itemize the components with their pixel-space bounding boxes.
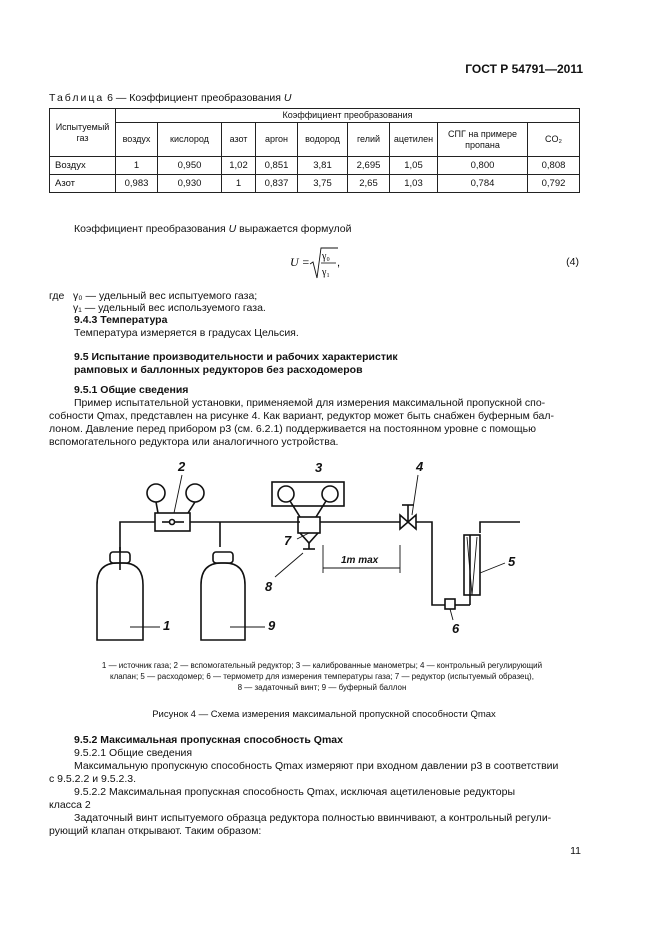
section-9-5-2-1-title: 9.5.2.1 Общие сведения — [74, 747, 193, 759]
legend-line-3: 8 — задаточный винт; 9 — буферный баллон — [237, 683, 407, 692]
value-cell: 0,950 — [158, 157, 222, 175]
table-caption — [49, 92, 291, 104]
table-caption-text: 6 — Коэффициент преобразования — [107, 92, 281, 104]
section-9-4-3-text: Температура измеряется в градусах Цельсия. — [74, 327, 299, 339]
where-line1: γ₀ — удельный вес испытуемого газа; — [73, 290, 258, 302]
reducer-under-test — [298, 517, 320, 533]
value-cell: 0,808 — [528, 157, 580, 175]
value-cell: 1,03 — [390, 175, 438, 193]
thermometer — [445, 599, 455, 609]
section-9-5-title-1: 9.5 Испытание производительности и рабочих характеристик — [74, 351, 398, 363]
dimension-label: 1m max — [341, 555, 379, 566]
section-9-5-1-line4: вспомогательного редуктора или аналогичного устройства. — [49, 436, 339, 448]
paragraph-line2: рующий клапан открывают. Таким образом: — [49, 825, 262, 837]
formula-intro-b: выражается формулой — [239, 223, 352, 235]
gauge-icon — [147, 484, 165, 502]
formula-num: γ₀ — [322, 251, 330, 262]
page-number: 11 — [570, 845, 581, 857]
row-header-cell: Испытуемый газ — [50, 109, 116, 157]
label-4: 4 — [416, 459, 424, 474]
section-9-5-title-2: рамповых и баллонных редукторов без расходомеров — [74, 364, 363, 376]
formula-intro — [74, 222, 351, 236]
section-9-5-2-2-line1: 9.5.2.2 Максимальная пропускная способность Qmax, исключая ацетиленовые редукторы — [74, 786, 515, 798]
test-setup-diagram — [60, 455, 580, 655]
label-9: 9 — [268, 618, 276, 633]
value-cell: 0,784 — [438, 175, 528, 193]
auxiliary-reducer — [155, 513, 190, 531]
col-header: кислород — [158, 123, 222, 157]
section-9-5-2-1-line2: с 9.5.2.2 и 9.5.2.3. — [49, 773, 137, 785]
value-cell: 3,75 — [298, 175, 348, 193]
value-cell: 0,983 — [116, 175, 158, 193]
gas-cylinder-1 — [97, 563, 143, 640]
section-9-5-2-1-line1: Максимальную пропускную способность Qmax измеряют при входном давлении p3 в соответствии — [74, 760, 559, 772]
legend-line-1: 1 — источник газа; 2 — вспомогательный редуктор; 3 — калиброванные манометры; 4 — контрольный регулирующий — [101, 661, 543, 670]
label-5: 5 — [508, 554, 516, 569]
value-cell: 1 — [116, 157, 158, 175]
standard-number: ГОСТ Р 54791—2011 — [465, 62, 583, 76]
formula-den: γ₁ — [322, 267, 330, 278]
value-cell: 1,05 — [390, 157, 438, 175]
buffer-cylinder-9 — [201, 563, 245, 640]
label-8: 8 — [265, 579, 273, 594]
value-cell: 0,837 — [256, 175, 298, 193]
table-caption-var: U — [283, 92, 292, 104]
col-header: азот — [222, 123, 256, 157]
where-line2: γ₁ — удельный вес используемого газа. — [73, 302, 266, 314]
value-cell: 1,02 — [222, 157, 256, 175]
value-cell: 0,792 — [528, 175, 580, 193]
gas-cell: Азот — [50, 175, 116, 193]
section-9-4-3-title: 9.4.3 Температура — [74, 314, 168, 326]
gauge-icon — [322, 486, 338, 502]
gauge-icon — [186, 484, 204, 502]
section-9-5-1-line1: Пример испытательной установки, применяемой для измерения максимальной пропускной спо- — [74, 397, 546, 409]
formula-intro-a: Коэффициент преобразования — [74, 223, 226, 235]
calibrated-gauges — [272, 482, 344, 506]
value-cell: 2,695 — [348, 157, 390, 175]
gauge-icon — [278, 486, 294, 502]
figure-legend — [62, 660, 582, 693]
table-caption-prefix: Таблица — [49, 92, 105, 104]
gas-cell: Воздух — [50, 157, 116, 175]
col-header: ацетилен — [390, 123, 438, 157]
legend-line-2: клапан; 5 — расходомер; 6 — термометр для измерения температуры газа; 7 — редуктор (испытуемый образец), — [110, 672, 534, 681]
coefficient-table — [49, 108, 580, 193]
group-header-cell: Коэффициент преобразования — [116, 109, 580, 123]
formula-tail: , — [337, 257, 341, 269]
label-2: 2 — [178, 459, 186, 474]
paragraph-line1: Задаточный винт испытуемого образца редуктора полностью ввинчивают, а контрольный регули- — [74, 812, 552, 824]
section-9-5-1-line3: лоном. Давление перед прибором p3 (см. 6.2.1) поддерживается на постоянном уровне с помощью — [49, 423, 536, 435]
col-header: аргон — [256, 123, 298, 157]
col-header: СПГ на примере пропана — [438, 123, 528, 157]
value-cell: 1 — [222, 175, 256, 193]
value-cell: 0,851 — [256, 157, 298, 175]
value-cell: 0,930 — [158, 175, 222, 193]
formula-lhs: U = — [290, 255, 310, 269]
col-header: CO₂ — [528, 123, 580, 157]
label-6: 6 — [452, 621, 460, 636]
table-row — [50, 157, 580, 175]
label-3: 3 — [315, 460, 323, 475]
formula-svg — [290, 246, 360, 282]
col-header: водород — [298, 123, 348, 157]
label-7: 7 — [284, 533, 292, 548]
label-1: 1 — [163, 618, 171, 633]
col-header: гелий — [348, 123, 390, 157]
col-header: воздух — [116, 123, 158, 157]
section-9-5-1-line2: собности Qmax, представлен на рисунке 4. Как вариант, редуктор может быть снабжен буферным бал- — [49, 410, 554, 422]
value-cell: 2,65 — [348, 175, 390, 193]
where-word: где — [49, 290, 65, 302]
section-9-5-1-title: 9.5.1 Общие сведения — [74, 384, 189, 396]
figure-caption: Рисунок 4 — Схема измерения максимальной пропускной способности Qmax — [152, 709, 496, 720]
value-cell: 0,800 — [438, 157, 528, 175]
section-9-5-2-2-line2: класса 2 — [49, 799, 91, 811]
table-row — [50, 175, 580, 193]
equation-number: (4) — [566, 256, 579, 268]
formula-intro-var: U — [228, 223, 237, 235]
value-cell: 3,81 — [298, 157, 348, 175]
section-9-5-2-title: 9.5.2 Максимальная пропускная способность Qmax — [74, 734, 343, 746]
